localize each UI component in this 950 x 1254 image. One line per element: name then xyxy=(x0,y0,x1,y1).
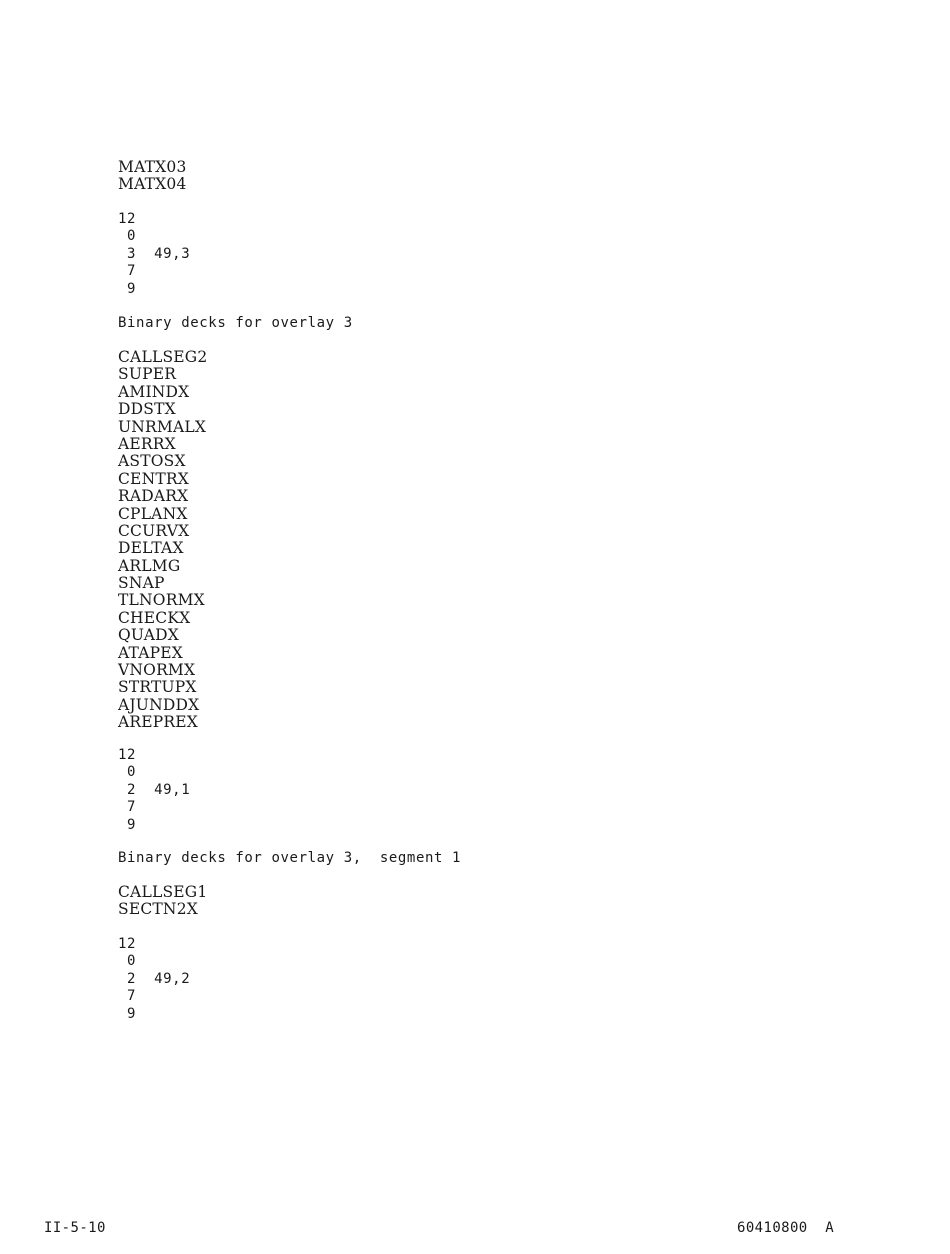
card-code-line: 9 xyxy=(118,1005,137,1022)
deck-name: MATX03 xyxy=(118,158,187,176)
name-list-overlay-3 xyxy=(118,349,207,732)
deck-name: AJUNDDX xyxy=(118,695,200,714)
deck-name: RADARX xyxy=(118,487,189,506)
deck-name: CALLSEG1 xyxy=(118,883,208,901)
card-code-line: 7 xyxy=(118,263,137,280)
page-number: II-5-10 xyxy=(44,1220,106,1236)
card-code-line: 9 xyxy=(118,816,137,833)
deck-name: CENTRX xyxy=(118,469,189,488)
card-code-line: 2 49,1 xyxy=(118,781,191,798)
deck-name: CALLSEG2 xyxy=(118,348,208,366)
card-code-line: 12 xyxy=(118,747,137,763)
deck-name: SECTN2X xyxy=(118,900,198,919)
card-code-line: 0 xyxy=(118,228,137,245)
card-code-line: 12 xyxy=(118,211,137,227)
card-code-line: 7 xyxy=(118,799,137,816)
deck-name: VNORMX xyxy=(118,661,196,680)
deck-name: CHECKX xyxy=(118,608,191,627)
heading-text: Binary decks for overlay 3, segment 1 xyxy=(118,850,462,866)
deck-name: STRTUPX xyxy=(118,678,197,697)
card-code-line: 7 xyxy=(118,988,137,1005)
card-code-line: 12 xyxy=(118,936,137,952)
card-codes-2 xyxy=(118,747,190,834)
deck-name: MATX04 xyxy=(118,175,187,194)
card-code-line: 2 49,2 xyxy=(118,970,191,987)
name-list-segment-1 xyxy=(118,884,207,919)
deck-name: DDSTX xyxy=(118,400,176,419)
card-code-line: 0 xyxy=(118,764,137,781)
deck-name: ARLMG xyxy=(118,556,181,575)
deck-name: SNAP xyxy=(118,574,165,593)
card-code-line: 9 xyxy=(118,280,137,297)
deck-name: CPLANX xyxy=(118,504,188,523)
deck-name: UNRMALX xyxy=(118,417,207,436)
deck-name: TLNORMX xyxy=(118,591,205,610)
card-codes-1 xyxy=(118,211,190,298)
card-code-line: 0 xyxy=(118,953,137,970)
deck-name: CCURVX xyxy=(118,521,190,540)
card-codes-3 xyxy=(118,936,190,1023)
deck-name: DELTAX xyxy=(118,539,184,558)
card-code-line: 3 49,3 xyxy=(118,245,191,262)
deck-name: AMINDX xyxy=(118,382,190,401)
deck-name: QUADX xyxy=(118,626,179,645)
name-list-1 xyxy=(118,159,187,194)
deck-name: SUPER xyxy=(118,365,177,384)
document-number: 60410800 A xyxy=(737,1220,835,1236)
heading-text: Binary decks for overlay 3 xyxy=(118,315,353,331)
deck-name: ASTOSX xyxy=(118,452,186,471)
section-heading-overlay-3-segment-1 xyxy=(118,850,461,867)
deck-name: AERRX xyxy=(118,434,176,453)
deck-name: ATAPEX xyxy=(118,643,184,662)
deck-name: AREPREX xyxy=(118,713,199,732)
section-heading-overlay-3 xyxy=(118,315,353,332)
